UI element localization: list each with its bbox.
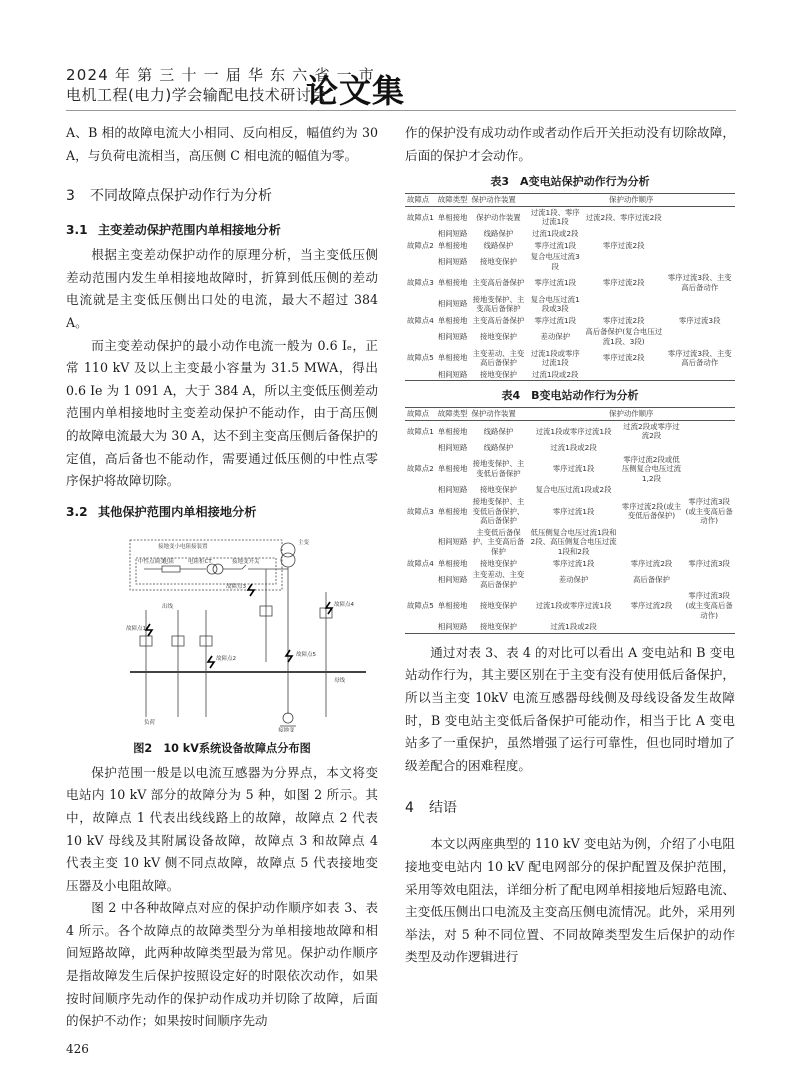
fig-label-fault1: 故障点1 [126,625,146,632]
paragraph-3-2-b: 图 2 中各种故障点对应的保护动作顺序如表 3、表 4 所示。各个故障点的故障类型分为单相接地故障和相间短路故障，此两种故障类型最为常见。保护动作顺序是指故障发生后保护按照设定好的时限依次动作，如果按时间顺序先动作的保护动作成功并切除了故障，后面的保护不动作；如果按时间顺序先动 [66,900,378,1029]
table-4-cell-protection-device: 接地变保护 [469,621,527,633]
table-3-cell-order-2 [583,251,664,272]
table-3-col-device: 保护动作装置 [469,194,527,207]
table-4-caption: 表4 B变电站动作行为分析 [501,389,639,403]
table-3-cell-fault-point: 故障点3 [407,278,434,288]
table-3-cell-fault-point [405,326,436,347]
table-4-cell-order-2 [620,527,684,558]
table-4-body [405,420,735,633]
table-4-cell-order-3 [683,527,735,558]
table-3-cell-fault-point: 故障点5 [407,353,434,363]
section-3-1-heading [66,221,378,238]
table-4-cell-order-1: 过流1段或零序过流1段 [535,426,612,436]
table-4-cell-order-1: 零序过流1段 [552,506,595,516]
table-4-cell-fault-point: 故障点3 [407,506,434,516]
figure-2-diagram [66,532,378,732]
page-number: 426 [66,1042,89,1056]
table-4-cell-order-1: 过流1段或零序过流1段 [535,600,612,610]
table-3-cell-order-1: 差动保护 [540,332,571,342]
table-3-cell-order-1: 过流1段或2段 [527,369,583,381]
fault-mark-3 [248,584,254,596]
table-4-cell-fault-point [405,484,436,496]
table-4-cell-order-3: 零序过流3段(或主变高后备动作) [685,591,733,620]
header-rule [66,110,736,111]
table-3-cell-order-1: 零序过流1段 [534,240,577,250]
table-4-cell-protection-device: 线路保护 [483,426,514,436]
fault-mark-2 [208,656,214,668]
table-4-row [405,496,735,527]
figure-2-caption: 图2 10 kV系统设备故障点分布图 [133,741,311,755]
header-line-2: 电机工程(电力)学会输配电技术研讨会 [66,86,327,104]
table-4-cell-protection-device: 接地变保护、主变低后备保护 [472,459,525,479]
table-4-col-order: 保护动作顺序 [527,408,735,421]
table-4-cell-protection-device: 主变差动、主变高后备保护 [472,570,525,589]
table-4-cell-order-2 [620,484,684,496]
table-4-cell-protection-device: 接地变保护 [479,558,517,568]
table-4-cell-order-1: 零序过流1段 [552,464,595,474]
table-3-cell-order-2: 零序过流2段 [602,240,645,250]
table-3-cell-protection-device: 主变高后备保护 [472,315,525,325]
grounding-transformer-symbol [283,713,293,723]
table-3-caption: 表3 A变电站保护动作行为分析 [490,175,650,189]
ct-symbol [207,564,217,574]
fault-point-diagram [66,532,378,732]
left-column [66,122,378,1033]
table-4-cell-protection-device: 接地变保护 [479,485,517,495]
table-3-row [405,315,735,327]
table-3-cell-order-2: 过流2段、零序过流2段 [585,212,662,222]
section-3-1-title: 主变差动保护范围内单相接地分析 [98,223,281,238]
section-4-title: 结语 [429,800,457,817]
table-3-cell-order-3 [664,369,735,381]
table-4-cell-order-3 [683,442,735,454]
fault-mark-1 [146,624,152,636]
fig-label-fault4: 故障点4 [334,601,354,608]
header-line-1: 2024 年 第 三 十 一 届 华 东 六 省 一 市 [66,66,375,84]
table-3-cell-fault-point [405,228,436,240]
table-3-cell-fault-type: 单相接地 [437,240,468,250]
table-4-col-device: 保护动作装置 [469,408,527,421]
table-4-cell-fault-type: 相间短路 [437,574,468,584]
table-4-cell-fault-point [405,527,436,558]
table-4-row [405,454,735,485]
table-3-cell-fault-type: 相间短路 [437,299,468,309]
table-3-cell-fault-type: 单相接地 [437,212,468,222]
table-3-cell-order-3: 零序过流3段、主变高后备动作 [667,273,732,292]
section-3-2-title: 其他保护范围内单相接地分析 [98,504,257,519]
table-4-cell-order-3: 零序过流3段 [688,558,730,568]
fig-label-bus: 母线 [334,677,346,684]
table-4-cell-fault-point [405,569,436,590]
table-4-cell-fault-point: 故障点1 [407,426,434,436]
table-4-row [405,420,735,442]
table-3-cell-order-3 [664,206,735,228]
section-3-number: 3 [66,188,75,205]
table-3-cell-order-1: 过流1段、零序过流1段 [530,207,580,227]
fig-label-resistor: 电阻 [163,558,175,565]
table-4-cell-fault-type: 单相接地 [437,600,468,610]
table-4-row [405,590,735,621]
fault-mark-5 [286,650,292,662]
table-3-row [405,369,735,381]
paragraph-intro: A、B 相的故障电流大小相同、反向相反，幅值约为 30 A，与负荷电流相当，高压侧 C 相电流的幅值为零。 [66,125,378,163]
table-3-col-point: 故障点 [405,194,436,207]
table-3-cell-protection-device: 主变差动、主变高后备保护 [472,348,525,368]
table-4-cell-protection-device: 接地变保护、主变低后备保护、高后备保护 [472,497,525,526]
table-4-col-point: 故障点 [405,408,436,421]
table-3-row [405,240,735,252]
table-3-cell-protection-device: 线路保护 [483,228,514,238]
table-3-cell-fault-point [405,294,436,315]
table-4-cell-order-2: 高后备保护 [632,574,670,584]
section-3-2-number: 3.2 [66,504,88,519]
table-3-cell-protection-device: 线路保护 [483,240,514,250]
table-4-cell-fault-point [405,621,436,633]
fig-label-transformer: 主变 [298,539,310,546]
table-4-cell-order-2: 过流2段或零序过流2段 [623,421,680,441]
table-4-cell-fault-type: 单相接地 [437,558,468,568]
table-4-cell-order-2: 零序过流2段 [630,600,673,610]
fig-label-line: 出线 [162,603,174,610]
table-4-cell-order-3 [683,621,735,633]
fig-label-neutral: 中性点调变 [138,558,166,565]
table-4-cell-fault-type: 单相接地 [437,506,468,516]
table-4-col-type: 故障类型 [436,408,470,421]
fault-mark-4 [326,602,332,614]
table-3-cell-order-2: 零序过流2段 [602,315,645,325]
table-4-row [405,569,735,590]
resistor-symbol [162,566,180,572]
fig-label-fault2: 故障点2 [216,655,236,662]
table-3-cell-order-2: 零序过流2段 [602,353,645,363]
table-3-header-row [405,194,735,207]
table-4-row [405,558,735,570]
table-4-row [405,621,735,633]
table-4-cell-order-3 [683,420,735,442]
table-3-cell-fault-point [405,369,436,381]
table-3-cell-order-3: 零序过流3段、主变高后备动作 [667,348,732,368]
table-4-cell-order-2: 零序过流2段或低压侧复合电压过流1,2段 [621,454,682,483]
table-4-cell-order-1: 过流1段或2段 [527,621,619,633]
table-4-cell-fault-type: 相间短路 [437,443,468,453]
fig-label-box: 接地变小电阻接装置 [158,543,208,550]
table-3-cell-order-1: 过流1段或零序过流1段 [530,348,580,368]
table-3-cell-protection-device: 接地变保护、主变高后备保护 [472,294,525,314]
table-4-cell-order-2 [620,621,684,633]
table-3-cell-fault-type: 相间短路 [437,256,468,266]
table-3-row [405,348,735,369]
table-3 [405,193,735,381]
paragraph-3-1-b: 而主变差动保护的最小动作电流一般为 0.6 Iₑ，正常 110 kV 及以上主变最小容量为 31.5 MWA，得出 0.6 Ie 为 1 091 A，大于 384 A，所以主变低压侧差动范围内单相接地时主变差动保护不能动作，由于高压侧的故障电流最大为 30 A，达不到主变高压侧后备保护的定值，高后备也不能动作，需要通过低压侧的中性点零序保护将故障切除。 [66,337,378,489]
table-3-cell-order-3 [664,251,735,272]
table-3-cell-order-2 [583,294,664,315]
table-3-cell-order-3 [664,240,735,252]
table-4-cell-order-1: 复合电压过流1段或2段 [535,485,612,495]
table-4-cell-order-1: 差动保护 [558,574,589,584]
table-3-row [405,294,735,315]
table-3-cell-fault-type: 相间短路 [437,332,468,342]
table-4-cell-fault-type: 相间短路 [437,485,468,495]
table-4-cell-fault-point: 故障点5 [407,600,434,610]
table-4-cell-order-2 [620,442,684,454]
table-3-cell-order-3 [664,294,735,315]
fig-label-ct: 电阻柜CT [188,558,212,565]
section-4-heading [405,797,735,817]
table-3-cell-fault-type: 相间短路 [436,369,470,381]
table-4-cell-fault-type: 单相接地 [437,426,468,436]
table-3-body [405,206,735,381]
table-4-row [405,484,735,496]
table-4-cell-fault-type: 相间短路 [436,621,470,633]
table-4-cell-order-3 [683,569,735,590]
table-4-cell-fault-point [405,442,436,454]
table-4-cell-protection-device: 线路保护 [483,443,514,453]
header-proceedings-title: 论文集 [306,72,406,110]
table-4-cell-order-2: 零序过流2段 [630,558,673,568]
table-3-cell-order-1: 复合电压过流1段或3段 [530,294,580,314]
table-3-cell-order-2: 零序过流2段 [602,278,645,288]
table-3-cell-protection-device: 主变高后备保护 [472,278,525,288]
table-3-cell-order-1: 零序过流1段 [534,315,577,325]
table-4-cell-protection-device: 主变低后备保护、主变高后备保护 [472,527,525,556]
table-4-cell-fault-point: 故障点4 [407,558,434,568]
section-3-heading [66,185,378,205]
table-4-cell-order-3 [683,484,735,496]
table-3-col-order: 保护动作顺序 [527,194,735,207]
table-3-cell-fault-point: 故障点2 [407,240,434,250]
table-3-cell-protection-device: 接地变保护 [479,256,517,266]
table-3-cell-fault-type: 单相接地 [437,278,468,288]
table-4-cell-fault-type: 相间短路 [437,537,468,547]
table-3-cell-order-3 [664,326,735,347]
table-3-cell-protection-device: 保护动作装置 [476,212,521,222]
right-column [405,122,735,969]
table-4-cell-order-1: 低压侧复合电压过流1段和2段、高压侧复合电压过流1段和2段 [530,527,617,556]
fig-label-fault3: 故障点3 [226,583,246,590]
table-4-cell-order-1: 过流1段或2段 [550,443,597,453]
table-3-cell-order-2: 高后备保护(复合电压过流1段、3段) [585,327,663,346]
table-3-cell-fault-point [405,251,436,272]
table-3-row [405,206,735,228]
section-3-2-heading [66,503,378,520]
table-3-cell-order-3 [664,228,735,240]
fig-label-gnd: 接地变 [278,727,295,732]
section-4-number: 4 [405,800,414,817]
table-3-cell-fault-type: 相间短路 [437,228,468,238]
table-4-cell-order-3: 零序过流3段(或主变高后备动作) [685,497,733,526]
section-3-1-number: 3.1 [66,223,88,238]
table-4 [405,407,735,633]
table-3-cell-order-1: 零序过流1段 [534,278,577,288]
table-3-cell-order-2 [583,228,664,240]
paragraph-3-2-a: 保护范围一般是以电流互感器为分界点，本文将变电站内 10 kV 部分的故障分为 5 种，如图 2 所示。其中，故障点 1 代表出线线路上的故障，故障点 2 代表 10 kV 母线及其附属设备故障，故障点 3 和故障点 4 代表主变 10 kV 侧不同点故障，故障点 5 代表接地变压器及小电阻故障。 [66,764,378,893]
table-4-cell-fault-type: 单相接地 [437,464,468,474]
table-3-cell-order-3: 零序过流3段 [678,315,721,325]
table-4-cell-fault-point: 故障点2 [407,464,434,474]
running-header [66,62,736,108]
table-3-cell-protection-device: 接地变保护 [479,332,517,342]
table-3-cell-order-2 [583,369,664,381]
table-3-cell-fault-type: 单相接地 [437,353,468,363]
fig-label-switch: 接地变开关 [232,558,260,565]
fig-label-load: 负荷 [144,719,156,726]
paragraph-conclusion: 本文以两座典型的 110 kV 变电站为例，介绍了小电阻接地变电站内 10 kV 配电网部分的保护配置及保护范围，采用等效电阻法，详细分析了配电网单相接地后短路电流、主变低压侧出口电流及主变高压侧电流情况。此外，采用列举法，对 5 种不同位置、不同故障类型发生后保护的动作类型及动作逻辑进行 [405,836,735,965]
table-3-cell-protection-device: 接地变保护 [469,369,527,381]
paragraph-continued: 作的保护没有成功动作或者动作后开关拒动没有切除故障，后面的保护才会动作。 [405,125,735,163]
table-3-row [405,251,735,272]
table-3-cell-order-1: 复合电压过流3段 [530,252,580,271]
table-4-row [405,442,735,454]
table-4-cell-order-3 [683,454,735,485]
section-3-title: 不同故障点保护动作行为分析 [90,188,272,205]
table-3-cell-fault-point: 故障点1 [407,212,434,222]
table-4-header-row [405,408,735,421]
paragraph-3-1-a: 根据主变差动保护动作的原理分析，当主变低压侧差动范围内发生单相接地故障时，折算到低压侧的差动电流就是主变低压侧出口处的电流，最大不超过 384 A。 [66,247,378,330]
paragraph-compare: 通过对表 3、表 4 的对比可以看出 A 变电站和 B 变电站动作行为，其主要区别在于主变有没有使用低后备保护，所以当主变 10kV 电流互感器母线侧及母线设备发生故障时，B 变电站主变低后备保护可能动作，相当于比 A 变电站多了一重保护，虽然增强了运行可靠性，但也同时增加了级差配合的困难程度。 [405,644,735,773]
table-3-col-type: 故障类型 [436,194,470,207]
table-4-cell-protection-device: 接地变保护 [479,600,517,610]
fig-label-fault5: 故障点5 [296,651,316,658]
table-3-row [405,272,735,293]
table-3-cell-order-1: 过流1段或2段 [532,228,579,238]
table-3-row [405,326,735,347]
table-3-cell-fault-point: 故障点4 [407,315,434,325]
table-4-cell-order-1: 零序过流1段 [552,558,595,568]
table-4-row [405,527,735,558]
table-4-cell-order-2: 零序过流2段(或主变低后备保护) [621,501,682,521]
table-3-row [405,228,735,240]
table-3-cell-fault-type: 单相接地 [437,315,468,325]
